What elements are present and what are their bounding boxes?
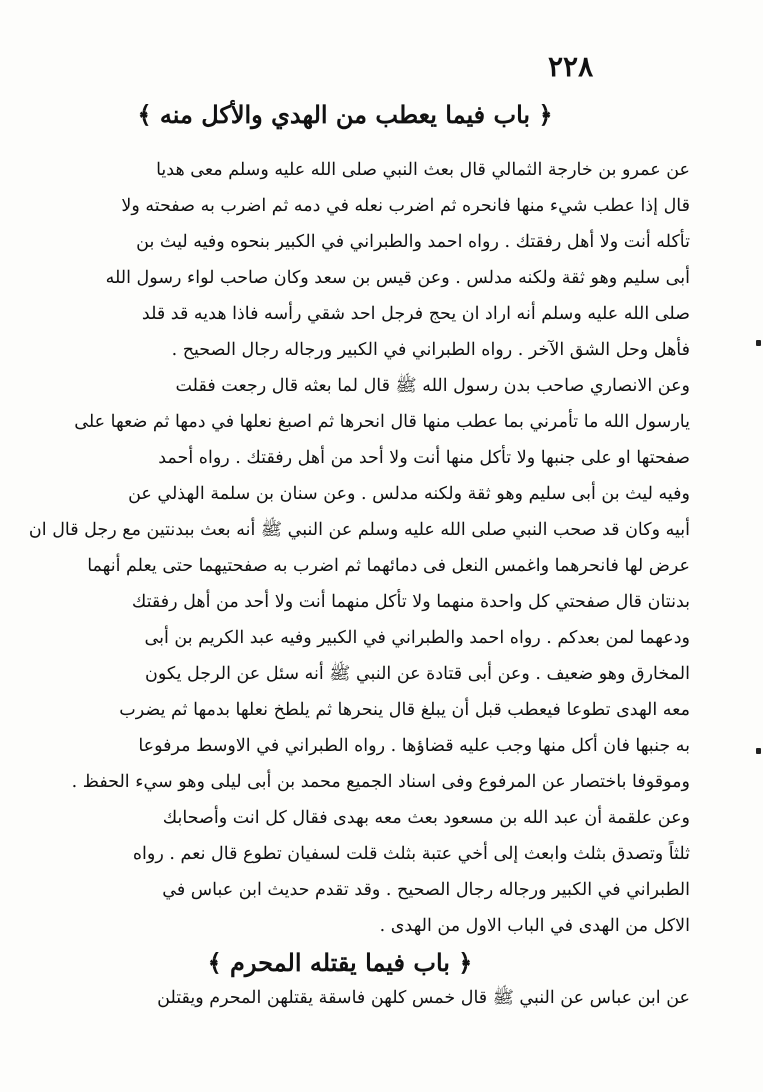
text-line: بدنتان قال صفحتي كل واحدة منهما ولا تأكل منهما أنت ولا أحد من أهل رفقتك: [131, 592, 690, 612]
body-text-continued: [100, 980, 690, 1016]
chapter-heading-muhrim-killing: ﴿ باب فيما يقتله المحرم ﴾: [207, 948, 473, 977]
chapter-heading-sacrificial-animal: ﴿ باب فيما يعطب من الهدي والأكل منه ﴾: [137, 100, 553, 129]
text-line: عن ابن عباس عن النبي ﷺ قال خمس كلهن فاسقة يقتلهن المحرم ويقتلن: [157, 988, 690, 1008]
text-line: الاكل من الهدى في الباب الاول من الهدى .: [379, 916, 690, 936]
margin-mark: [756, 748, 761, 754]
page-number: ۲۲۸: [548, 50, 594, 83]
text-line: ودعهما لمن بعدكم . رواه احمد والطبراني في الكبير وفيه عبد الكريم بن أبى: [144, 628, 690, 648]
text-line: وموقوفا باختصار عن المرفوع وفى اسناد الجميع محمد بن أبى ليلى وهو سيء الحفظ .: [71, 772, 690, 792]
margin-mark: [756, 340, 761, 346]
text-line: قال إذا عطب شيء منها فانحره ثم اضرب نعله في دمه ثم اضرب به صفحته ولا: [121, 196, 690, 216]
text-line: به جنبها فان أكل منها وجب عليه قضاؤها . رواه الطبراني في الاوسط مرفوعا: [138, 736, 690, 756]
text-line: الطبراني في الكبير ورجاله رجال الصحيح . وقد تقدم حديث ابن عباس في: [162, 880, 690, 900]
text-line: ثلثاً وتصدق بثلث وابعث إلى أخي عتبة بثلث قلت لسفيان تطوع قال نعم . رواه: [132, 844, 690, 864]
text-line: عن عمرو بن خارجة الثمالي قال بعث النبي صلى الله عليه وسلم معى هديا: [156, 160, 690, 180]
text-line: فأهل وحل الشق الآخر . رواه الطبراني في الكبير ورجاله رجال الصحيح .: [171, 340, 690, 360]
text-line: وفيه ليث بن أبى سليم وهو ثقة ولكنه مدلس . وعن سنان بن سلمة الهذلي عن: [128, 484, 690, 504]
text-line: المخارق وهو ضعيف . وعن أبى قتادة عن النبي ﷺ أنه سئل عن الرجل يكون: [145, 664, 690, 684]
text-line: تأكله أنت ولا أهل رفقتك . رواه احمد والطبراني في الكبير بنحوه وفيه ليث بن: [136, 232, 690, 252]
text-line: معه الهدى تطوعا فيعطب قبل أن يبلغ قال ينحرها ثم يلطخ نعلها بدمها ثم يضرب: [119, 700, 690, 720]
text-line: عرض لها فانحرهما واغمس النعل فى دمائهما ثم اضرب به صفحتيهما حتى يعلم أنهما: [87, 556, 690, 576]
text-line: صفحتها او على جنبها ولا تأكل منها أنت ولا أحد من أهل رفقتك . رواه أحمد: [158, 448, 690, 468]
text-line: وعن علقمة أن عبد الله بن مسعود بعث معه بهدى فقال كل انت وأصحابك: [162, 808, 690, 828]
text-line: أبى سليم وهو ثقة ولكنه مدلس . وعن قيس بن سعد وكان صاحب لواء رسول الله: [105, 268, 690, 288]
text-line: يارسول الله ما تأمرني بما عطب منها قال انحرها ثم اصبغ نعلها في دمها ثم ضعها على: [74, 412, 690, 432]
text-line: وعن الانصاري صاحب بدن رسول الله ﷺ قال لما بعثه قال رجعت فقلت: [175, 376, 690, 396]
text-line: أبيه وكان قد صحب النبي صلى الله عليه وسلم عن النبي ﷺ أنه بعث ببدنتين مع رجل قال ان: [28, 520, 690, 540]
body-text: [28, 152, 690, 944]
text-line: صلى الله عليه وسلم أنه اراد ان يحج فرجل احد شقي رأسه فاذا هديه قد قلد: [141, 304, 690, 324]
